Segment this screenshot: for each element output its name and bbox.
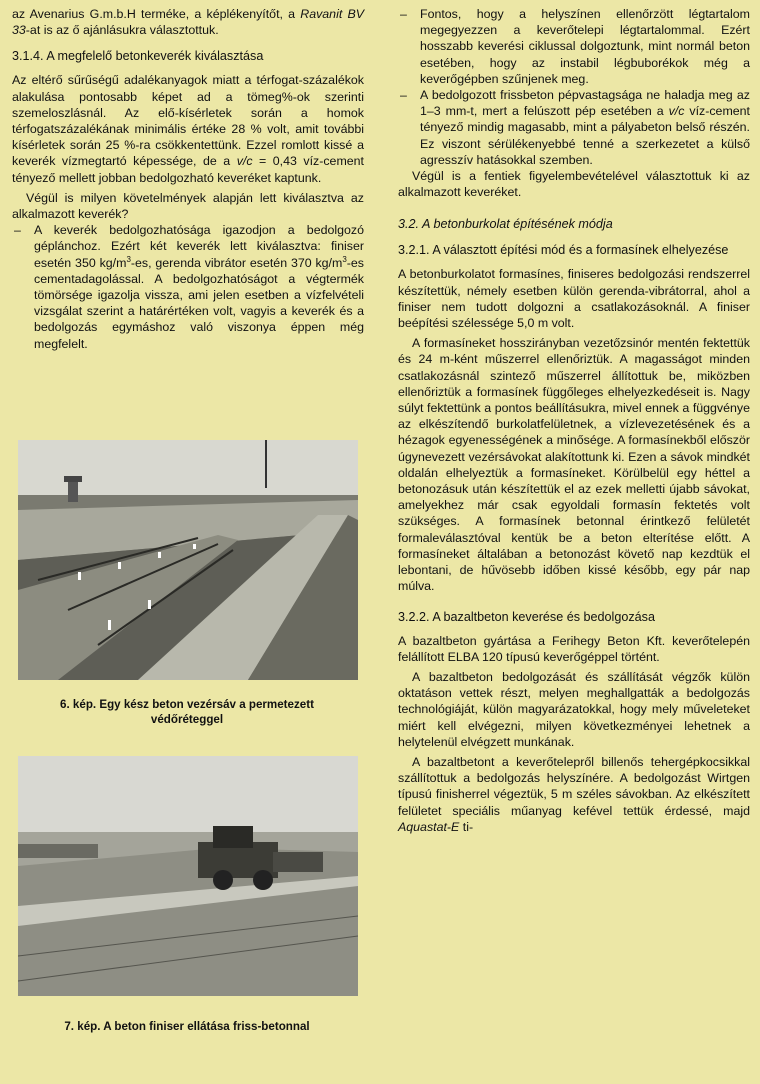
photo-6-image <box>18 440 358 680</box>
section-heading-3-2: 3.2. A betonburkolat építésének módja <box>398 217 613 232</box>
photo-finisher-supply <box>18 756 358 996</box>
section-heading-3-2-1: 3.2.1. A választott építési mód és a formasínek elhelyezése <box>398 243 729 258</box>
paragraph-final-choice: Végül is a fentiek figyelembevételével választottuk ki az alkalmazott keveréket. <box>398 169 750 200</box>
list-item-paste-thickness: – A bedolgozott frissbeton pépvastagsága ne haladja meg az 1–3 mm-t, mert a felúszott pép esetében a v/c víz-cement tényező mindig magasabb, mint a pályabeton belső részén. Ez viszont sérülékenyebbé tenné a szerkezetet a külső agresszív hatásokkal szemben. <box>400 88 750 167</box>
dash-marker: – <box>400 7 407 21</box>
photo-concrete-guide-strip <box>18 440 358 680</box>
photo-7-image <box>18 756 358 996</box>
right-column <box>398 6 750 835</box>
dash-marker: – <box>14 223 21 238</box>
paragraph-mix-composition: Az eltérő sűrűségű adalékanyagok miatt a térfogat-százalékok alakulása pontosabb képet ad a tömeg%-ok szerinti szemeloszlásnál. Az elő-kísérletek során a homok térfogatszázalékának minimális értéke 28 % volt, amit további kísérletek során 25 %-ra csökkentettünk. Ezzel romlott kissé a keverék vízmegtartó képessége, de a v/c = 0,43 víz-cement tényező mellett jobban bedolgozható keveréket kaptunk. <box>12 73 364 185</box>
caption-photo-6: 6. kép. Egy kész beton vezérsáv a permetezett védőréteggel <box>60 698 314 726</box>
paragraph-training: A bazaltbeton bedolgozását és szállítását végzők külön oktatáson vettek részt, melyen meghallgatták a bedolgozás technológiáját, külön magyarázatokkal, hogy mely műveleteket miért kell elvégezni, milyen következményei lehetnek a helytelenül elvégzett munkának. <box>398 669 750 749</box>
paragraph-formwork-placement: A formasíneket hosszirányban vezetőzsinór mentén fektettük és 24 m-ként műszerrel ellenőriztük. A magasságot minden csatlakozásnál szintező műszerrel állítottuk be, miközben ellenőriztük a formasínek függőleges elhelyezkedéseit is. Nagy súlyt fektettünk a pontos beállításukra, mivel ennek a függvénye az elkészítendő burkolatfelületnek, a vízlevezetésének és a hézagok egyenességének a minősége. A formasínekből először úgynevezett vezérsávokat alakítottunk ki. Ezen a sávok mindkét oldalán elhelyeztük a formasíneket. Körülbelül egy héttel a betonozásuk után készítettük el az ezek melletti újabb sávokat, amelyekhez már csak egyoldali formasín fektetés volt szükséges. A formasínek betonnal érintkező felületét formaleválasztóval kentük be a beton elterítése előtt. A formasíneket általában a betonozást követő nap kezdtük el lebontani, de hűvösebb időben kissé később, egy pár nap múlva. <box>398 336 750 594</box>
paragraph-basalt-production: A bazaltbeton gyártása a Ferihegy Beton Kft. keverőtelepén felállított ELBA 120 típusú keverőgéppel történt. <box>398 633 750 664</box>
section-heading-3-1-4: 3.1.4. A megfelelő betonkeverék kiválasztása <box>12 49 264 64</box>
list-item-workability: – A keverék bedolgozhatósága igazodjon a bedolgozó géplánchoz. Ezért két keverék lett kiválasztva: finiser esetén 350 $kg/m^3-es$, gerenda vibrátor esetén 370 $kg/m^3-es$ cementadagolással. A bedolgozhatóságot a végtermék tömörsége igazolja vissza, ami jelen esetben a vízfelvételi vizsgálat szerint a határértéken volt, vagyis a keverék és a bedolgozás egymáshoz való viszonya éppen még megfelelt. <box>14 223 364 351</box>
paragraph-formwork-system: A betonburkolatot formasínes, finiseres bedolgozási rendszerrel készítettük, némely esetben külön gerenda-vibrátorral, ahol a finiser nem tudott dolgozni a csatlakozásoknál. A finiser beépítési szélessége 5,0 m volt. <box>398 267 750 331</box>
paragraph-requirements: Végül is milyen követelmények alapján lett kiválasztva az alkalmazott keverék? <box>12 190 364 222</box>
paragraph-intro: az Avenarius G.m.b.H terméke, a képlékenyítőt, a Ravanit BV 33-at is az ő ajánlásukra választottuk. <box>12 7 364 38</box>
dash-marker: – <box>400 88 407 103</box>
section-heading-3-2-2: 3.2.2. A bazaltbeton keverése és bedolgozása <box>398 609 655 624</box>
list-item-air-content: – Fontos, hogy a helyszínen ellenőrzött légtartalom megegyezzen a keverőtelepi légtartalommal. Ezért hosszabb keverési ciklussal dolgoztunk, mint normál beton esetében, hogy az instabil légbuborékok még a keverőgépben szűnjenek meg. <box>400 7 750 86</box>
paragraph-transport: A bazaltbetont a keverőtelepről billenős tehergépkocsikkal szállítottuk a bedolgozás helyszínére. A bedolgozást Wirtgen típusú finisherrel végeztük, 5 m széles sávokban. Az elkészített felületet speciális műanyag kefével tettük érdessé, majd Aquastat-E ti- <box>398 754 750 834</box>
product-name: Ravanit BV 33 <box>12 7 364 38</box>
left-column <box>12 6 364 352</box>
caption-photo-7: 7. kép. A beton finiser ellátása friss-betonnal <box>64 1020 310 1033</box>
